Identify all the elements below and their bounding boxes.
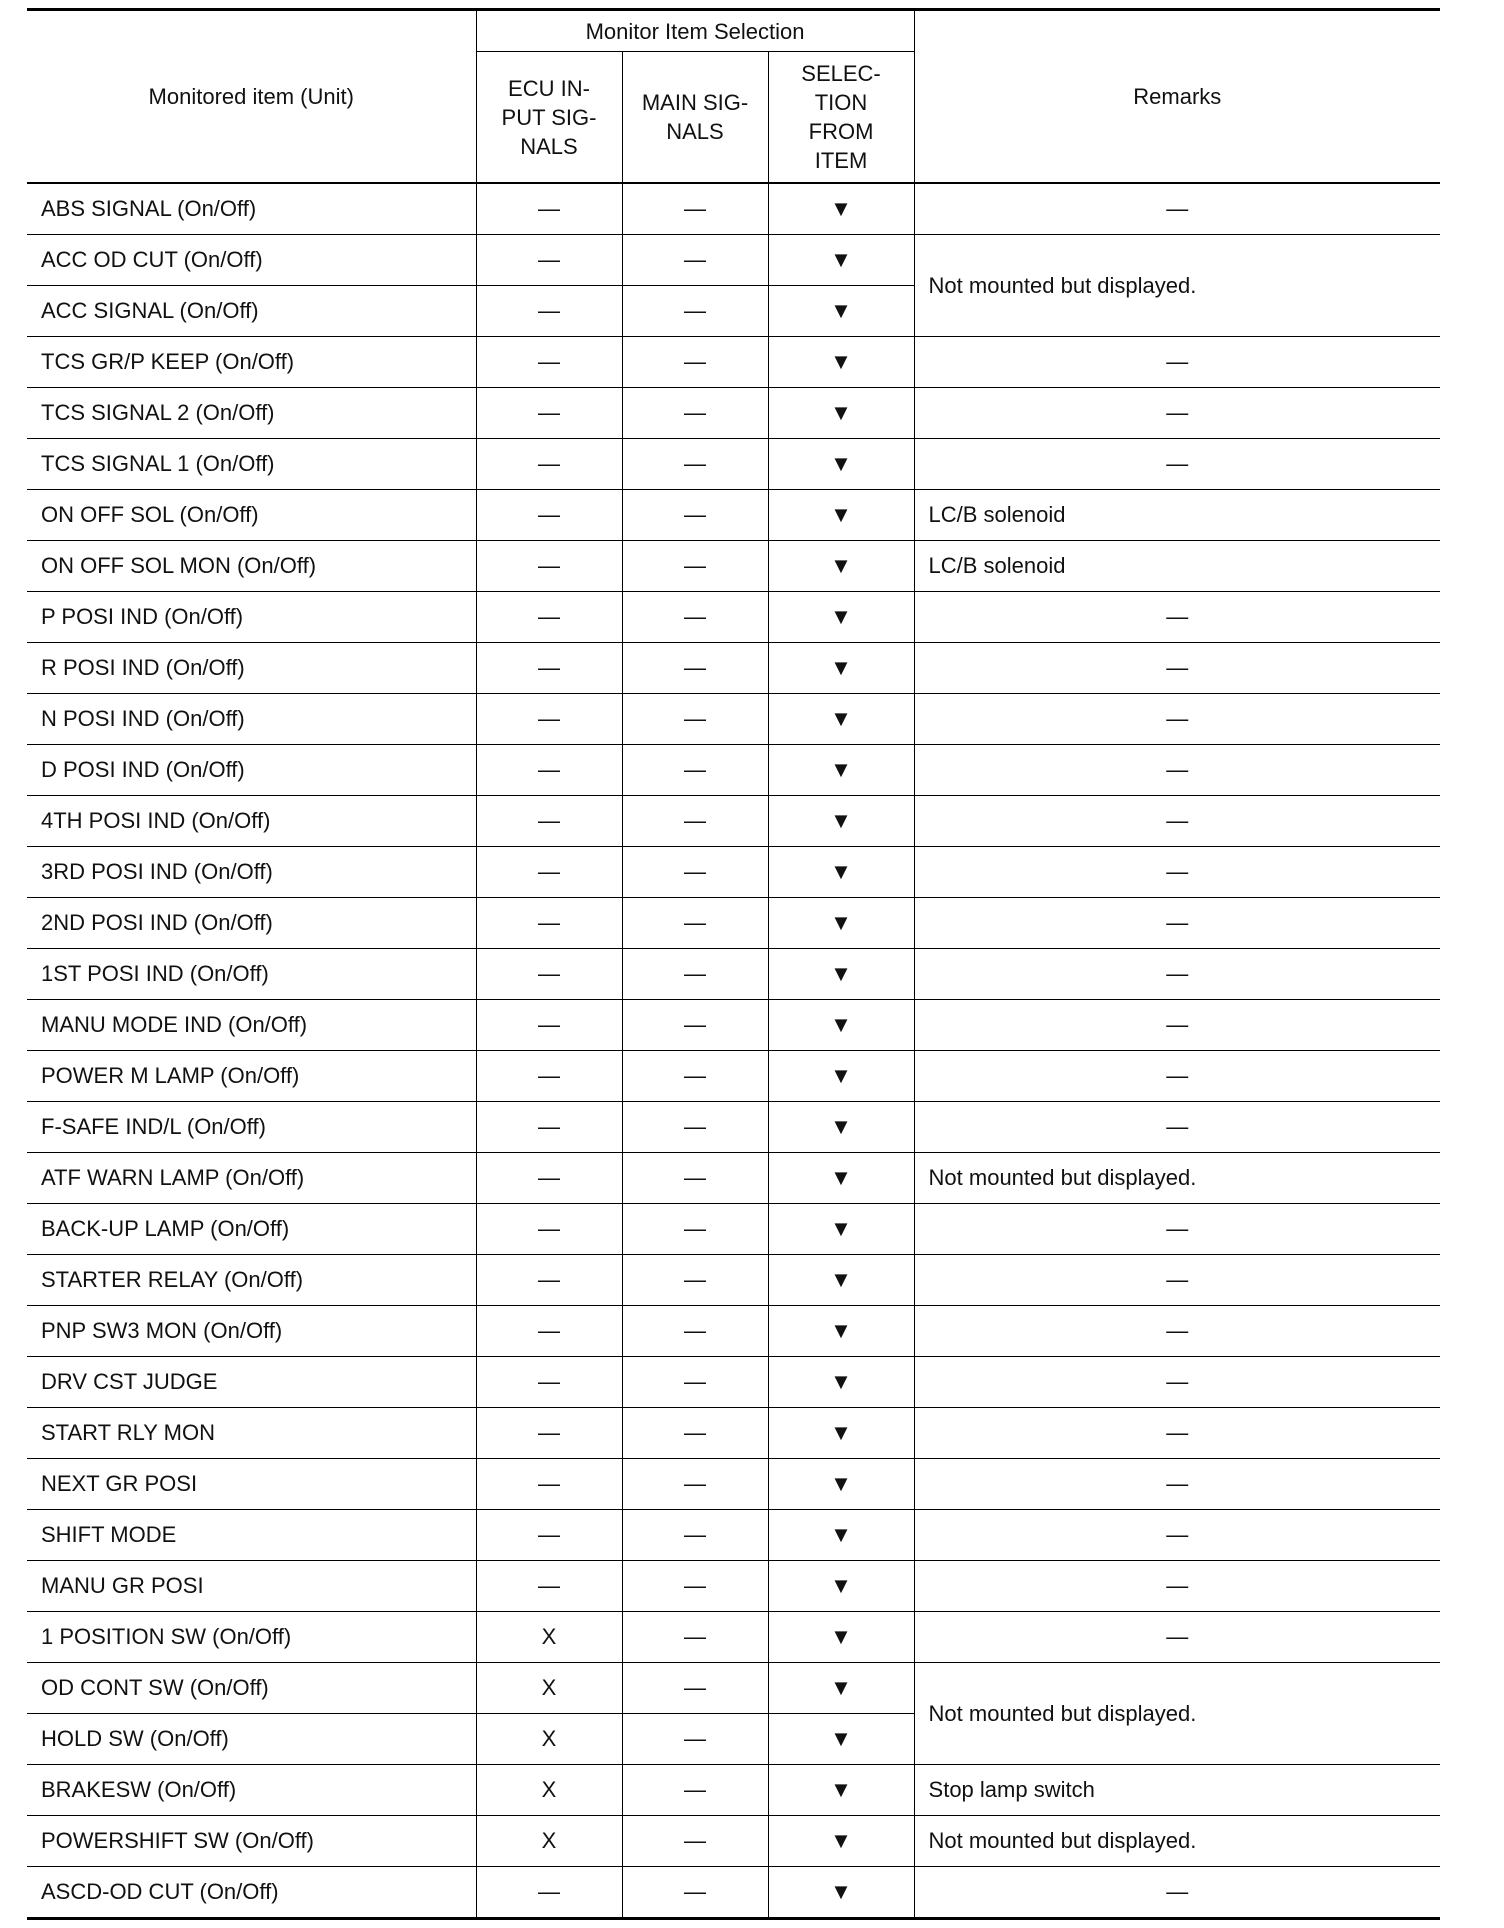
remarks-cell: Not mounted but displayed. bbox=[914, 1153, 1440, 1204]
header-main-signals: MAIN SIG- NALS bbox=[622, 52, 768, 184]
main-signal-cell: — bbox=[622, 1306, 768, 1357]
selection-marker-icon: ▼ bbox=[768, 1204, 914, 1255]
header-ecu-input-signals: ECU IN- PUT SIG- NALS bbox=[476, 52, 622, 184]
ecu-input-signal-cell: — bbox=[476, 1102, 622, 1153]
ecu-input-signal-cell: X bbox=[476, 1714, 622, 1765]
main-signal-cell: — bbox=[622, 643, 768, 694]
monitored-item-cell: TCS GR/P KEEP (On/Off) bbox=[27, 337, 476, 388]
remarks-cell: — bbox=[914, 694, 1440, 745]
ecu-input-signal-cell: — bbox=[476, 796, 622, 847]
monitored-item-cell: BRAKESW (On/Off) bbox=[27, 1765, 476, 1816]
table-row bbox=[27, 388, 1440, 439]
remarks-cell: — bbox=[914, 1255, 1440, 1306]
table-row bbox=[27, 1153, 1440, 1204]
table-row bbox=[27, 745, 1440, 796]
remarks-cell: — bbox=[914, 1612, 1440, 1663]
main-signal-cell: — bbox=[622, 388, 768, 439]
selection-marker-icon: ▼ bbox=[768, 592, 914, 643]
main-signal-cell: — bbox=[622, 439, 768, 490]
table-row bbox=[27, 1663, 1440, 1714]
selection-marker-icon: ▼ bbox=[768, 643, 914, 694]
selection-marker-icon: ▼ bbox=[768, 1102, 914, 1153]
table-row bbox=[27, 847, 1440, 898]
remarks-cell: LC/B solenoid bbox=[914, 541, 1440, 592]
main-signal-cell: — bbox=[622, 745, 768, 796]
selection-marker-icon: ▼ bbox=[768, 847, 914, 898]
selection-marker-icon: ▼ bbox=[768, 235, 914, 286]
ecu-input-signal-cell: — bbox=[476, 1408, 622, 1459]
table-row bbox=[27, 592, 1440, 643]
monitored-item-cell: TCS SIGNAL 1 (On/Off) bbox=[27, 439, 476, 490]
selection-marker-icon: ▼ bbox=[768, 183, 914, 235]
table-row bbox=[27, 1204, 1440, 1255]
monitored-item-cell: HOLD SW (On/Off) bbox=[27, 1714, 476, 1765]
monitored-item-cell: TCS SIGNAL 2 (On/Off) bbox=[27, 388, 476, 439]
selection-marker-icon: ▼ bbox=[768, 1612, 914, 1663]
header-selection-from-item: SELEC- TION FROM ITEM bbox=[768, 52, 914, 184]
ecu-input-signal-cell: — bbox=[476, 1204, 622, 1255]
ecu-input-signal-cell: — bbox=[476, 183, 622, 235]
monitored-item-cell: 3RD POSI IND (On/Off) bbox=[27, 847, 476, 898]
selection-marker-icon: ▼ bbox=[768, 1000, 914, 1051]
remarks-cell: — bbox=[914, 796, 1440, 847]
ecu-input-signal-cell: — bbox=[476, 1306, 622, 1357]
main-signal-cell: — bbox=[622, 1204, 768, 1255]
main-signal-cell: — bbox=[622, 286, 768, 337]
monitored-item-cell: ABS SIGNAL (On/Off) bbox=[27, 183, 476, 235]
remarks-cell: — bbox=[914, 1867, 1440, 1919]
remarks-cell: — bbox=[914, 1408, 1440, 1459]
ecu-input-signal-cell: — bbox=[476, 286, 622, 337]
remarks-cell: — bbox=[914, 1051, 1440, 1102]
table-row bbox=[27, 898, 1440, 949]
monitored-item-cell: D POSI IND (On/Off) bbox=[27, 745, 476, 796]
remarks-cell: — bbox=[914, 183, 1440, 235]
monitored-item-cell: ASCD-OD CUT (On/Off) bbox=[27, 1867, 476, 1919]
table-row bbox=[27, 949, 1440, 1000]
monitored-item-cell: PNP SW3 MON (On/Off) bbox=[27, 1306, 476, 1357]
monitored-item-cell: ACC OD CUT (On/Off) bbox=[27, 235, 476, 286]
remarks-cell: — bbox=[914, 439, 1440, 490]
table-row bbox=[27, 1510, 1440, 1561]
remarks-cell: Not mounted but displayed. bbox=[914, 1663, 1440, 1765]
selection-marker-icon: ▼ bbox=[768, 745, 914, 796]
ecu-input-signal-cell: X bbox=[476, 1612, 622, 1663]
selection-marker-icon: ▼ bbox=[768, 1510, 914, 1561]
main-signal-cell: — bbox=[622, 1459, 768, 1510]
table-row bbox=[27, 439, 1440, 490]
selection-marker-icon: ▼ bbox=[768, 1816, 914, 1867]
selection-marker-icon: ▼ bbox=[768, 1153, 914, 1204]
main-signal-cell: — bbox=[622, 796, 768, 847]
remarks-cell: — bbox=[914, 898, 1440, 949]
main-signal-cell: — bbox=[622, 1663, 768, 1714]
ecu-input-signal-cell: — bbox=[476, 694, 622, 745]
main-signal-cell: — bbox=[622, 1153, 768, 1204]
remarks-cell: — bbox=[914, 1510, 1440, 1561]
main-signal-cell: — bbox=[622, 183, 768, 235]
remarks-cell: — bbox=[914, 337, 1440, 388]
remarks-cell: — bbox=[914, 1102, 1440, 1153]
table-row bbox=[27, 1765, 1440, 1816]
selection-marker-icon: ▼ bbox=[768, 1051, 914, 1102]
ecu-input-signal-cell: — bbox=[476, 490, 622, 541]
table-row bbox=[27, 643, 1440, 694]
ecu-input-signal-cell: — bbox=[476, 388, 622, 439]
main-signal-cell: — bbox=[622, 847, 768, 898]
monitored-item-cell: ACC SIGNAL (On/Off) bbox=[27, 286, 476, 337]
remarks-cell: — bbox=[914, 1000, 1440, 1051]
monitored-item-cell: 1ST POSI IND (On/Off) bbox=[27, 949, 476, 1000]
monitored-item-cell: R POSI IND (On/Off) bbox=[27, 643, 476, 694]
monitored-item-cell: ATF WARN LAMP (On/Off) bbox=[27, 1153, 476, 1204]
table-row bbox=[27, 1612, 1440, 1663]
main-signal-cell: — bbox=[622, 898, 768, 949]
table-row bbox=[27, 694, 1440, 745]
monitored-item-cell: MANU GR POSI bbox=[27, 1561, 476, 1612]
ecu-input-signal-cell: — bbox=[476, 1510, 622, 1561]
remarks-cell: — bbox=[914, 1204, 1440, 1255]
remarks-cell: Stop lamp switch bbox=[914, 1765, 1440, 1816]
main-signal-cell: — bbox=[622, 1051, 768, 1102]
selection-marker-icon: ▼ bbox=[768, 694, 914, 745]
table-body bbox=[27, 183, 1440, 1919]
ecu-input-signal-cell: — bbox=[476, 1867, 622, 1919]
table-row bbox=[27, 337, 1440, 388]
table-row bbox=[27, 1459, 1440, 1510]
monitored-item-cell: POWER M LAMP (On/Off) bbox=[27, 1051, 476, 1102]
ecu-input-signal-cell: — bbox=[476, 1561, 622, 1612]
document-page bbox=[27, 8, 1440, 1920]
selection-marker-icon: ▼ bbox=[768, 286, 914, 337]
ecu-input-signal-cell: — bbox=[476, 745, 622, 796]
selection-marker-icon: ▼ bbox=[768, 1561, 914, 1612]
ecu-input-signal-cell: — bbox=[476, 643, 622, 694]
remarks-cell: LC/B solenoid bbox=[914, 490, 1440, 541]
monitor-item-table bbox=[27, 8, 1440, 1920]
remarks-cell: — bbox=[914, 1561, 1440, 1612]
main-signal-cell: — bbox=[622, 1255, 768, 1306]
monitored-item-cell: STARTER RELAY (On/Off) bbox=[27, 1255, 476, 1306]
table-row bbox=[27, 1306, 1440, 1357]
ecu-input-signal-cell: — bbox=[476, 439, 622, 490]
ecu-input-signal-cell: — bbox=[476, 898, 622, 949]
remarks-cell: — bbox=[914, 745, 1440, 796]
ecu-input-signal-cell: X bbox=[476, 1816, 622, 1867]
main-signal-cell: — bbox=[622, 1000, 768, 1051]
monitored-item-cell: DRV CST JUDGE bbox=[27, 1357, 476, 1408]
main-signal-cell: — bbox=[622, 1561, 768, 1612]
monitored-item-cell: ON OFF SOL MON (On/Off) bbox=[27, 541, 476, 592]
ecu-input-signal-cell: — bbox=[476, 949, 622, 1000]
monitored-item-cell: ON OFF SOL (On/Off) bbox=[27, 490, 476, 541]
ecu-input-signal-cell: — bbox=[476, 1459, 622, 1510]
selection-marker-icon: ▼ bbox=[768, 337, 914, 388]
selection-marker-icon: ▼ bbox=[768, 1867, 914, 1919]
selection-marker-icon: ▼ bbox=[768, 1408, 914, 1459]
ecu-input-signal-cell: — bbox=[476, 1000, 622, 1051]
ecu-input-signal-cell: — bbox=[476, 1255, 622, 1306]
table-row bbox=[27, 1816, 1440, 1867]
remarks-cell: — bbox=[914, 1357, 1440, 1408]
main-signal-cell: — bbox=[622, 1357, 768, 1408]
monitored-item-cell: 1 POSITION SW (On/Off) bbox=[27, 1612, 476, 1663]
selection-marker-icon: ▼ bbox=[768, 1459, 914, 1510]
main-signal-cell: — bbox=[622, 1867, 768, 1919]
monitored-item-cell: SHIFT MODE bbox=[27, 1510, 476, 1561]
monitored-item-cell: N POSI IND (On/Off) bbox=[27, 694, 476, 745]
main-signal-cell: — bbox=[622, 592, 768, 643]
ecu-input-signal-cell: — bbox=[476, 235, 622, 286]
selection-marker-icon: ▼ bbox=[768, 1765, 914, 1816]
remarks-cell: Not mounted but displayed. bbox=[914, 1816, 1440, 1867]
main-signal-cell: — bbox=[622, 1765, 768, 1816]
remarks-cell: — bbox=[914, 388, 1440, 439]
table-row bbox=[27, 1561, 1440, 1612]
table-row bbox=[27, 1000, 1440, 1051]
table-row bbox=[27, 183, 1440, 235]
monitored-item-cell: 4TH POSI IND (On/Off) bbox=[27, 796, 476, 847]
remarks-cell: — bbox=[914, 1306, 1440, 1357]
selection-marker-icon: ▼ bbox=[768, 541, 914, 592]
selection-marker-icon: ▼ bbox=[768, 439, 914, 490]
main-signal-cell: — bbox=[622, 1510, 768, 1561]
ecu-input-signal-cell: — bbox=[476, 847, 622, 898]
monitored-item-cell: POWERSHIFT SW (On/Off) bbox=[27, 1816, 476, 1867]
ecu-input-signal-cell: — bbox=[476, 1357, 622, 1408]
remarks-cell: — bbox=[914, 643, 1440, 694]
ecu-input-signal-cell: X bbox=[476, 1663, 622, 1714]
table-row bbox=[27, 1255, 1440, 1306]
table-row bbox=[27, 541, 1440, 592]
ecu-input-signal-cell: — bbox=[476, 1153, 622, 1204]
table-row bbox=[27, 796, 1440, 847]
selection-marker-icon: ▼ bbox=[768, 1306, 914, 1357]
monitored-item-cell: P POSI IND (On/Off) bbox=[27, 592, 476, 643]
remarks-cell: — bbox=[914, 949, 1440, 1000]
table-row bbox=[27, 490, 1440, 541]
selection-marker-icon: ▼ bbox=[768, 796, 914, 847]
remarks-cell: — bbox=[914, 847, 1440, 898]
selection-marker-icon: ▼ bbox=[768, 1357, 914, 1408]
monitored-item-cell: OD CONT SW (On/Off) bbox=[27, 1663, 476, 1714]
monitored-item-cell: MANU MODE IND (On/Off) bbox=[27, 1000, 476, 1051]
monitored-item-cell: 2ND POSI IND (On/Off) bbox=[27, 898, 476, 949]
remarks-cell: — bbox=[914, 1459, 1440, 1510]
main-signal-cell: — bbox=[622, 1102, 768, 1153]
main-signal-cell: — bbox=[622, 337, 768, 388]
ecu-input-signal-cell: — bbox=[476, 592, 622, 643]
header-monitor-item-selection: Monitor Item Selection bbox=[476, 10, 914, 52]
main-signal-cell: — bbox=[622, 1612, 768, 1663]
selection-marker-icon: ▼ bbox=[768, 898, 914, 949]
monitored-item-cell: START RLY MON bbox=[27, 1408, 476, 1459]
selection-marker-icon: ▼ bbox=[768, 490, 914, 541]
main-signal-cell: — bbox=[622, 949, 768, 1000]
monitored-item-cell: BACK-UP LAMP (On/Off) bbox=[27, 1204, 476, 1255]
ecu-input-signal-cell: — bbox=[476, 337, 622, 388]
monitored-item-cell: F-SAFE IND/L (On/Off) bbox=[27, 1102, 476, 1153]
table-row bbox=[27, 1357, 1440, 1408]
table-row bbox=[27, 1102, 1440, 1153]
selection-marker-icon: ▼ bbox=[768, 1714, 914, 1765]
selection-marker-icon: ▼ bbox=[768, 949, 914, 1000]
table-row bbox=[27, 1051, 1440, 1102]
table-row bbox=[27, 1408, 1440, 1459]
header-remarks: Remarks bbox=[914, 10, 1440, 184]
monitored-item-cell: NEXT GR POSI bbox=[27, 1459, 476, 1510]
main-signal-cell: — bbox=[622, 490, 768, 541]
ecu-input-signal-cell: — bbox=[476, 1051, 622, 1102]
main-signal-cell: — bbox=[622, 541, 768, 592]
main-signal-cell: — bbox=[622, 694, 768, 745]
table-header bbox=[27, 10, 1440, 184]
selection-marker-icon: ▼ bbox=[768, 1255, 914, 1306]
remarks-cell: Not mounted but displayed. bbox=[914, 235, 1440, 337]
ecu-input-signal-cell: — bbox=[476, 541, 622, 592]
remarks-cell: — bbox=[914, 592, 1440, 643]
table-row bbox=[27, 1867, 1440, 1919]
selection-marker-icon: ▼ bbox=[768, 388, 914, 439]
main-signal-cell: — bbox=[622, 1816, 768, 1867]
main-signal-cell: — bbox=[622, 1714, 768, 1765]
header-monitored-item: Monitored item (Unit) bbox=[27, 10, 476, 184]
table-row bbox=[27, 235, 1440, 286]
ecu-input-signal-cell: X bbox=[476, 1765, 622, 1816]
main-signal-cell: — bbox=[622, 1408, 768, 1459]
main-signal-cell: — bbox=[622, 235, 768, 286]
selection-marker-icon: ▼ bbox=[768, 1663, 914, 1714]
